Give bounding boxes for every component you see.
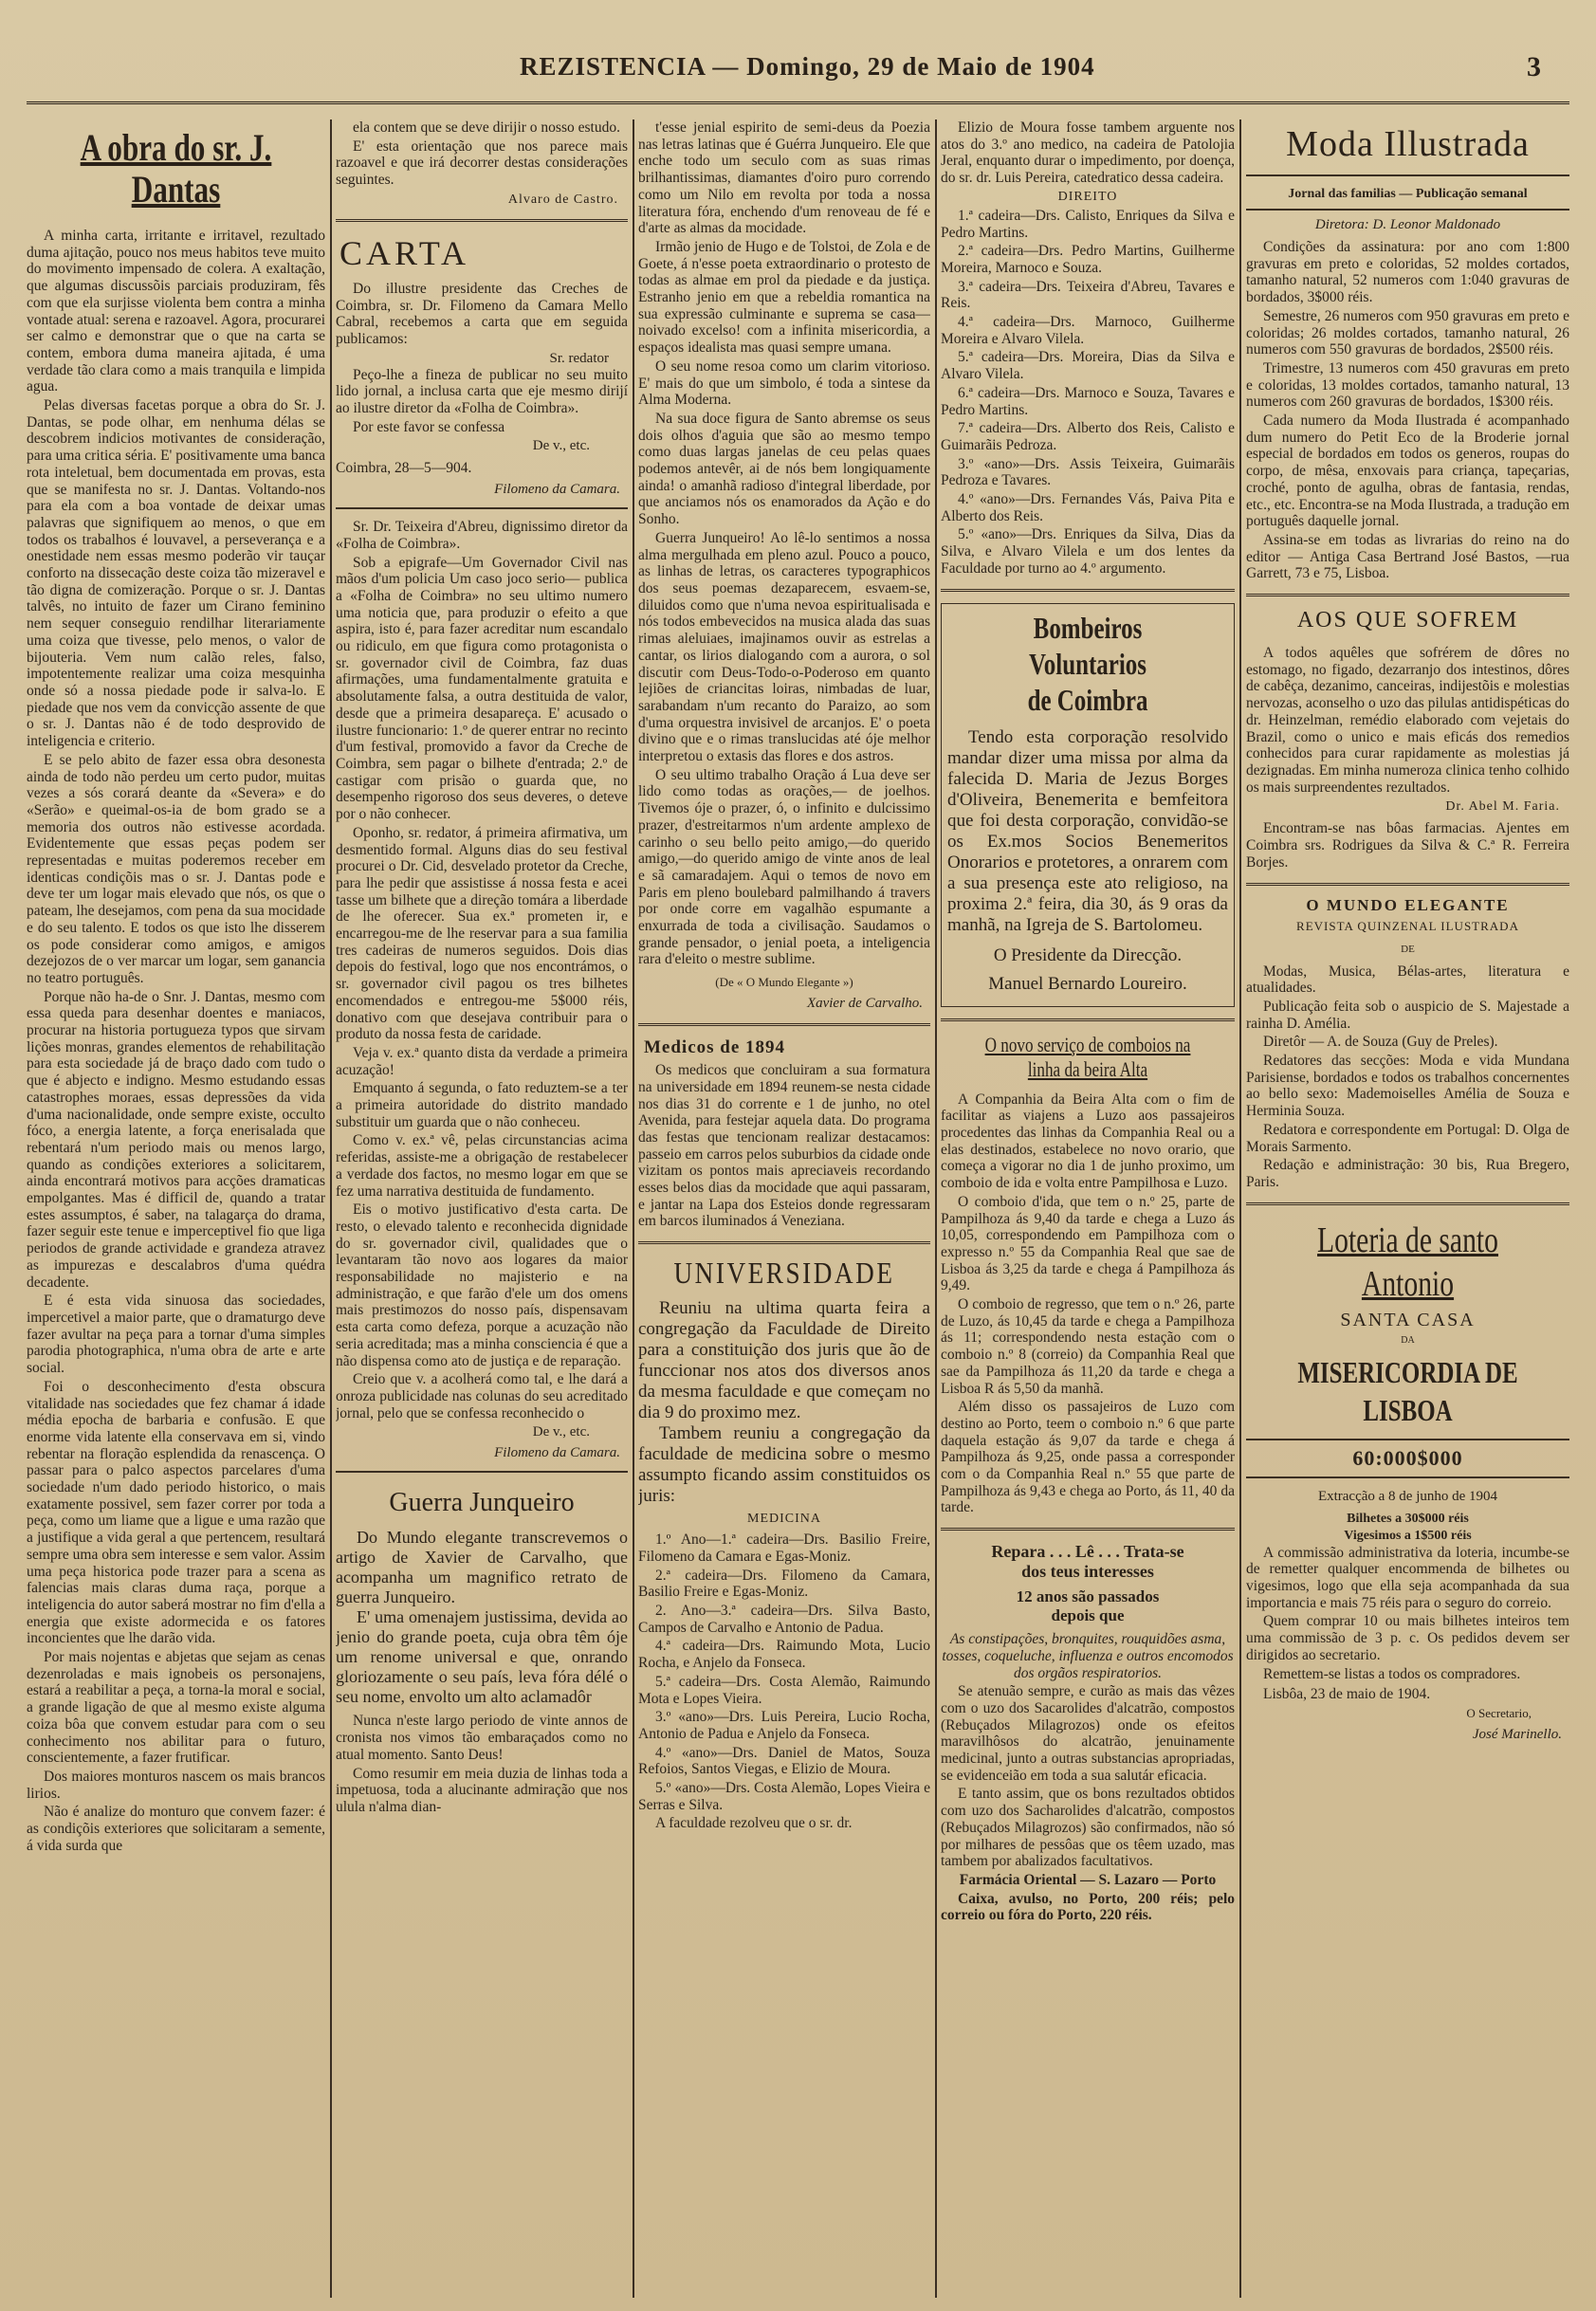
paragraph: 4.º «ano»—Drs. Daniel de Matos, Souza Refoios, Santos Viegas, e Elizio de Moura. xyxy=(638,1744,930,1778)
loteria-secretario: O Secretario, xyxy=(1466,1705,1532,1720)
repara-farmacia: Farmácia Oriental — S. Lazaro — Porto xyxy=(959,1872,1217,1888)
divider xyxy=(941,1528,1235,1531)
guerra-paragraph: Como resumir em meia duzia de linhas toda a impetuosa, toda a alucinante admiração que nos ulula n'alma dian- xyxy=(336,1765,628,1815)
paragraph: Peço-lhe a fineza de publicar no seu muito lido jornal, a inclusa carta que eje mesmo dirijí ao ilustre diretor da «Folha de Coimbra». xyxy=(336,366,628,417)
divider xyxy=(1246,209,1569,211)
paragraph: Além disso os passajeiros de Luzo com destino ao Porto, teem o comboio n.º 6 que parte daquela estação ás 9,07 da tarde e chega á Pampilhoza ás 9,25, onde passa a corresponder com o da Companhia Real n.º 55 que parte de Pampilhoza ás 9,43 e chega ao Porto, ás 11, 40 da tarde. xyxy=(941,1399,1235,1516)
article-continuation xyxy=(638,119,930,968)
bombeiros-text: Tendo esta corporação resolvido mandar dizer uma missa por alma da falecida D. Maria de Jezus Borges d'Oliveira, Benemerita e bemfeitora que foi desta corporação, convidão-se os Ex.mos Socios Benemeritos Onorarios e protetores, a onrarem com a sua presença este ato religioso, na proxima 2.ª feira, dia 30, ás 9 oras da manhã, na Igreja de S. Bartolomeu. xyxy=(947,726,1228,935)
paragraph: 3.º «ano»—Drs. Luis Pereira, Lucio Rocha, Antonio de Padua e Anjelo da Fonseca. xyxy=(638,1709,930,1742)
repara-body xyxy=(941,1683,1235,1870)
paragraph: Publicação feita sob o auspicio de S. Majestade a rainha D. Amélia. xyxy=(1246,998,1569,1032)
paragraph: Cada numero da Moda Ilustrada é acompanhado dum numero do Petit Eco de la Broderie jornal especial de bordados em todos os generos, roupas do corpo, de mêsa, enxovais para criança, tapeçarias, croché, ponto de agulha, obras de fantasia, rendas, etc., etc. Encontra-se na Moda Ilustrada, a tradução em português daquelle jornal. xyxy=(1246,413,1569,530)
paragraph: Guerra Junqueiro! Ao lê-lo sentimos a nossa alma mergulhada em pleno azul. Pouco a pouco, as linhas de letras, os caracteres typographicos dos seus poemas dezaparecem, esvaem-se, diluidos como que n'uma nevoa espiritualisada e nós todos embevecidos na musica alada das suas rimas aleluiaes, imajinamos ouvir as estrelas a cantar, os lirios dialogando com a aurora, o sol discutir com Deus-Todo-o-Poderoso em quanto lejiões de criancitas loiras, nimbadas de luar, sarabandam n'um recanto do Paraizo, ao som d'uma orquestra invisivel de arcanjos. E' o poeta divino que e o rimas translucidas até óje melhor interpretou o extasis das flores e dos astros. xyxy=(638,529,930,765)
paragraph: O comboio d'ida, que tem o n.º 25, parte de Pampilhoza ás 9,40 da tarde e chega a Luzo ás 10,05, correspondendo em Pampilhoza com o expresso n.º 55 da Companhia Real que sae de Lisboa ás 3,25 da tarde e chega á Pampilhoza ás 9,49. xyxy=(941,1193,1235,1294)
paragraph: 5.º «ano»—Drs. Enriques da Silva, Dias da Silva, e Alvaro Vilela e um dos lentes da Faculdade por turno ao 4.º argumento. xyxy=(941,526,1235,577)
section-title-guerra: Guerra Junqueiro xyxy=(389,1488,575,1518)
loteria-da: DA xyxy=(1401,1334,1415,1346)
paragraph: E tanto assim, que os bons rezultados obtidos com uzo dos Sacharolides d'alcatrão, compostos (Rebuçados Milagrozos) são confirmados, não só por milhares de pessôas que os têem uzado, mas tambem por abalizados facultativos. xyxy=(941,1786,1235,1870)
carta-intro xyxy=(336,281,628,348)
loteria-santa-casa: SANTA CASA xyxy=(1340,1309,1476,1330)
paragraph: Porque não ha-de o Snr. J. Dantas, mesmo com essa queda para desenhar doentes e maniacos, procurar na historia portugueza typos que sirvam lições monras, grandes elementos de rehabilitação para esta sociedade já de braço dado com tudo o que é abjecto e indigno. Mesmo estudando essas catastrophes moraes, essas depressões da vida d'uma nacionalidade, onde sempre existe, occulto fóco, a energia latente, a força enerisalada que rebentará n'um periodo mais ou menos largo, quando as condições exteriores a solicitarem, ainda encontrará motivos para acções dramaticas empolgantes. Mas é difficil de, quando a tratar estes assumptos, é saber, na talagarça do drama, fazer seguir este tenue e imperceptivel fio que liga periodos de grande actividade e grandeza atravez as impurezas e descalabros d'uma quédra decadente. xyxy=(27,988,325,1291)
divider xyxy=(1246,174,1569,176)
repara-subtitle: depois que xyxy=(1051,1606,1125,1625)
section-title-medicos: Medicos de 1894 xyxy=(644,1037,786,1058)
masthead: REZISTENCIA — Domingo, 29 de Maio de 1904 xyxy=(520,52,1095,81)
paragraph: Condições da assinatura: por ano com 1:800 gravuras em preto e coloridas, 52 moldes cortados, tamanho natural, 52 numeros com 1:040 gravuras de bordados, 3$000 réis. xyxy=(1246,239,1569,306)
author-signature: Alvaro de Castro. xyxy=(507,192,618,207)
section-title-carta: CARTA xyxy=(339,233,469,272)
paragraph: O seu nome resoa como um clarim vitorioso. E' mais do que um simbolo, é toda a sintese da Alma Moderna. xyxy=(638,358,930,409)
paragraph: 5.ª cadeira—Drs. Costa Alemão, Raimundo Mota e Lopes Vieira. xyxy=(638,1673,930,1707)
paragraph: E se pelo abito de fazer essa obra desonesta ainda de todo não perdeu um certo pudor, muitas vezes a sós corará deante da «Severa» e do «Serão» e queimal-os-ia de bom grado se a memoria dos outros não estivesse acordada. Evidentemente que essas peças podem ser representadas e muitas poderemos receber em identicas condiçõis mas o sr. J. Dantas pode e deve ter um logar mais elevado que nós, os que o pateam, lhe desejamos, com pena da sua mocidade e do seu talento. E todos os que isto lhe disserem os pode considerar como amigos, e amigos dezejozos de o ver marcar um logar, sem ganancia no teatro português. xyxy=(27,751,325,986)
article-continuation xyxy=(336,119,628,189)
divider xyxy=(1246,1476,1569,1478)
paragraph: E' esta orientação que nos parece mais razoavel e que irá decorrer destas considerações seguintes. xyxy=(336,138,628,189)
loteria-extraccao: Extracção a 8 de junho de 1904 xyxy=(1317,1488,1498,1504)
medicos-paragraph: Os medicos que concluiram a sua formatura na universidade em 1894 reunem-se nesta cidade nos dias 31 do corrente e 1 de junho, no otel Avenida, para festejar aquela data. Do programa das festas que tencionam realizar destacamos: passeio em carros pelos suburbios da cidade onde vizitam os pontos mais apreciaveis recordando esses belos dias da mocidade que aqui passaram, e jantar na Lapa dos Esteios donde regressaram em barcos iluminados á Veneziana. xyxy=(638,1062,930,1230)
repara-subtitle: 12 anos são passados xyxy=(1016,1587,1160,1606)
bombeiros-title: Bombeiros Voluntarios xyxy=(1029,610,1147,681)
paragraph: 4.ª cadeira—Drs. Marnoco, Guilherme Moreira e Alvaro Vilela. xyxy=(941,314,1235,347)
paragraph: 1.ª cadeira—Drs. Calisto, Enriques da Silva e Pedro Martins. xyxy=(941,207,1235,241)
paragraph: 3.ª cadeira—Drs. Teixeira d'Abreu, Tavares e Reis. xyxy=(941,278,1235,312)
paragraph: Pelas diversas facetas porque a obra do Sr. J. Dantas, se pode olhar, em nenhuma délas se descobrem indicios motivantes de consideração, para uma critica séria. E' positivamente uma banca rota inteletual, bem documentada em provas, esta que se manifesta no sr. J. Dantas. Voltando-nos para ela com a boa vontade de deixar umas palavras que signifiquem ao menos, o que em todos os trabalhos é louvavel, a perseverança e a onestidade nem essas mesmo poderão vir tauçar conforto na dissecação deste coiza tão mizeravel e tão digna de comizeração. Porque o sr. J. Dantas talvês, no intuito de fazer um Cirano feminino nem sequer conseguio rendilhar literariamente uma coiza que tivesse, pelo menos, o valor de bijouteria. Vem num calão reles, falso, impotentemente realizar uma coiza mesquinha onde só a nossa piedade pode ir salva-lo. E piedade que nos vem da convicção assente de que o sr. J. Dantas não é de todo desprovido de inteligencia e criterio. xyxy=(27,397,325,750)
direito-list xyxy=(941,208,1235,578)
paragraph: 2.ª cadeira—Drs. Filomeno da Camara, Basilio Freire e Egas-Moniz. xyxy=(638,1567,930,1601)
bombeiros-notice xyxy=(941,603,1235,1007)
loteria-prize: 60:000$000 xyxy=(1352,1445,1463,1470)
paragraph: Oponho, sr. redator, á primeira afirmativa, um desmentido formal. Alguns dias do seu festival procurei o Dr. Cid, desvelado protetor da Creche, para lhe pedir que assistisse á nossa festa e acei tasse um bilhete que a direção tomára a liberdade de lhe oferecer. Sua ex.ª prometen ir, e encarregou-me de lhe reservar para a sua familia tres cadeiras de numeros seguidos. Dois dias depois do festival, logo que nos encontrámos, o sr. governador civil pagou os tres bilhetes encomendados e entregou-me 5$000 réis, donativo com que desejava contribuir para o produto da nossa festa de caridade. xyxy=(336,824,628,1043)
paragraph: 6.ª cadeira—Drs. Marnoco e Souza, Tavares e Pedro Martins. xyxy=(941,384,1235,418)
divider xyxy=(638,1023,930,1026)
paragraph: Creio que v. a acolherá como tal, e lhe dará a onroza publicidade nas colunas do seu acreditado jornal, pelo que se confessa reconhecido o xyxy=(336,1371,628,1421)
moda-title: Moda Illustrada xyxy=(1286,124,1530,164)
loteria-date: Lisbôa, 23 de maio de 1904. xyxy=(1263,1686,1431,1703)
column-3 xyxy=(638,119,930,2298)
divider xyxy=(941,589,1235,592)
comboios-body xyxy=(941,1091,1235,1517)
paragraph: Se atenuão sempre, e curão as mais das vêzes com o uzo dos Sacarolides d'alcatrão, compostos (Rebuçados Milagrozos) onde os efeitos maravilhôsos do alcatrão, jenuinamente medicinal, junto a outras substancias apropriadas, se evidenceião em toda a sua salutár eficacia. xyxy=(941,1683,1235,1784)
paragraph: E é esta vida sinuosa das sociedades, impercetivel a maior parte, que o dramaturgo deve fazer avultar na peça para a tornar d'uma simples parodia photographica, n'uma obra de arte e arte social. xyxy=(27,1293,325,1377)
medicina-heading: MEDICINA xyxy=(747,1512,821,1527)
comboios-title: O novo serviço de comboios na linha da beira Alta xyxy=(984,1032,1191,1081)
universidade-body xyxy=(638,1298,930,1507)
paragraph: Modas, Musica, Bélas-artes, literatura e atualidades. xyxy=(1246,963,1569,997)
paragraph: Semestre, 26 numeros com 950 gravuras em preto e coloridas; 26 moldes cortados, tamanho natural, 26 numeros com 550 gravuras de bordados, 2$500 réis. xyxy=(1246,307,1569,358)
paragraph: Veja v. ex.ª quanto dista da verdade a primeira acuzação! xyxy=(336,1044,628,1078)
page-header xyxy=(27,38,1569,104)
paragraph: Trimestre, 13 numeros com 450 gravuras em preto e coloridas, 13 moldes cortados, tamanho natural, 13 numeros com 260 gravuras de bordados, 1$300 réis. xyxy=(1246,359,1569,411)
paragraph: Redatora e correspondente em Portugal: D. Olga de Morais Sarmento. xyxy=(1246,1121,1569,1155)
paragraph: Eis o motivo justificativo d'esta carta. De resto, o elevado talento e reconhecida dignidade do sr. governador civil, qualidades que o levantaram tão novo aos logares da maior responsabilidade no majisterio e na administração, e que farão d'ele um dos omens mais prestimozos do nosso país, dispensavam esta carta como defeza, porque a acuzação não seria acreditada; mas a minha consciencia é que a não dispensa como ato de justiça e de reparação. xyxy=(336,1201,628,1369)
section-title-universidade: UNIVERSIDADE xyxy=(673,1256,895,1291)
divider xyxy=(1246,883,1569,886)
guerra-intro: Do Mundo elegante transcrevemos o artigo de Xavier de Carvalho, que acompanha um magnifico retrato de guerra Junqueiro. xyxy=(336,1528,628,1607)
bombeiros-title: de Coimbra xyxy=(1027,682,1148,717)
guerra-paragraph: E' uma omenajem justissima, devida ao jenio do grande poeta, cuja obra têm óje um renome universal e que, onrando gloriozamente o seu país, leva fóra délé o seu nome, envolto um alto aclamadôr xyxy=(336,1607,628,1707)
paragraph: Na sua doce figura de Santo abremse os seus dois olhos d'aguia que são ao mesmo tempo como duas largas janelas de ceu pelas quaes podemos antevêr, ai de nós bem longiquamente ainda! o amanhã radioso d'integral liberdade, por que anciamos nós os enamorados da Ação e do Sonho. xyxy=(638,410,930,528)
carta-body xyxy=(336,367,628,436)
divider xyxy=(1246,1202,1569,1205)
divider xyxy=(336,1471,628,1473)
repara-italic: As constipações, bronquites, rouquidões asma, tosses, coqueluche, influenza e outros encomodos dos orgãos respiratorios. xyxy=(942,1631,1234,1681)
column-5 xyxy=(1246,119,1569,2298)
loteria-signature: José Marinello. xyxy=(1472,1726,1562,1742)
mundo-title: O MUNDO ELEGANTE xyxy=(1306,895,1510,914)
signature: Xavier de Carvalho. xyxy=(806,996,923,1012)
paragraph: 2. Ano—3.ª cadeira—Drs. Silva Basto, Campos de Carvalho e Antonio de Padua. xyxy=(638,1603,930,1636)
paragraph: Sr. Dr. Teixeira d'Abreu, dignissimo diretor da «Folha de Coimbra». xyxy=(336,519,628,552)
paragraph: 5.º «ano»—Drs. Costa Alemão, Lopes Vieira e Serras e Silva. xyxy=(638,1780,930,1813)
paragraph: Assina-se em todas as livrarias do reino na do editor — Antiga Casa Bertrand José Bastos, —rua Garrett, 73 e 75, Lisboa. xyxy=(1246,531,1569,582)
column-rule xyxy=(935,119,937,2298)
paragraph: 4.ª cadeira—Drs. Raimundo Mota, Lucio Rocha, e Anjelo da Fonseca. xyxy=(638,1638,930,1672)
guerra-paragraph: Nunca n'este largo periodo de vinte annos de cronista nos vimos tão embaraçados como no atual momento. Santo Deus! xyxy=(336,1713,628,1763)
sofrem-paragraph: Encontram-se nas bôas farmacias. Ajentes em Coimbra srs. Rodrigues da Silva & C.ª R. Ferreira Borjes. xyxy=(1246,820,1569,871)
column-2 xyxy=(336,119,628,2298)
mundo-body xyxy=(1246,963,1569,1191)
repara-title: dos teus interesses xyxy=(1021,1562,1154,1582)
paragraph: Reuniu na ultima quarta feira a congregação da Faculdade de Direito para a constituição dos juris que ão de funccionar nos atos dos diversos anos da mesma faculdade e que começam no dia 9 do proximo mez. xyxy=(638,1298,930,1423)
paragraph: Redatores das secções: Moda e vida Mundana Parisiense, bordados e todos os trabalhos concernentes ao bello sexo: Mademoiselles Amélia de Souza e Herminia Souza. xyxy=(1246,1053,1569,1120)
mundo-de: DE xyxy=(1401,943,1415,955)
page-number: 3 xyxy=(1527,50,1541,83)
column-1 xyxy=(27,119,325,2298)
paragraph: Tambem reuniu a congregação da faculdade de medicina sobre o mesmo assumpto ficando assim constituidos os juris: xyxy=(638,1423,930,1507)
repara-price: Caixa, avulso, no Porto, 200 réis; pelo correio ou fóra do Porto, 220 réis. xyxy=(941,1890,1235,1924)
paragraph: Elizio de Moura fosse tambem arguente nos atos do 3.º ano medico, na cadeira de Patolojia Jeral, enquanto durar o impedimento, por doença, do sr. dr. Luis Pereira, catedratico dessa cadeira. xyxy=(941,119,1235,187)
signature: Filomeno da Camara. xyxy=(494,1445,620,1461)
direito-heading: DIREITO xyxy=(1057,189,1118,204)
paragraph: Sob a epigrafe—Um Governador Civil nas mãos d'um policia Um caso joco serio— publica a «Folha de Coimbra» no seu ultimo numero uma noticia que, para produzir o efeito a que aspira, isto é, para fazer acreditar num escandalo ou ridiculo, em que figura como protagonista o sr. governador civil de Coimbra, faz duas afirmações, uma fundamentalmente gratuita e absolutamente falsa, a outra destituida de valor, desde que a primeira desapareça. E' acusado o ilustre funcionario: 1.º de querer entrar no recinto d'um festival, promovido a favor da Creche de Coimbra, sem pagar o bilhete d'entrada; 2.º de castigar com prisão o guarda que, no desempenho rigoroso dos seus deveres, o deteve por o não conhecer. xyxy=(336,554,628,823)
closing: De v., etc. xyxy=(532,438,590,454)
column-rule xyxy=(633,119,634,2298)
salutation: Sr. redator xyxy=(549,350,609,366)
column-rule xyxy=(330,119,332,2298)
loteria-vigesimos: Vigesimos a 1$500 réis xyxy=(1344,1528,1472,1543)
loteria-body xyxy=(1246,1545,1569,1683)
article-body xyxy=(27,228,325,1855)
paragraph: A todos aquêles que sofrérem de dôres no estomago, no figado, dezarranjo dos intestinos, dôres de cabêça, dezanimo, canceiras, indijestõis e molestias nervozas, aconselho o uzo das pilulas antidispéticas do dr. Heinzelman, remédio elaborado com vejetais do Brazil, como o unico e mais eficás dos remedios conhecidos para curar rapidamente as molestias já dezignadas. Em minha numeroza clinica tenho colhido os mais surpreendentes rezultados. xyxy=(1246,645,1569,796)
paragraph: Por mais nojentas e abjetas que sejam as cenas dezenroladas e mais ignobeis os personajens, estará a reabilitar a peça, a torna-la moral e social, a grande ligação de que al mesmo existe alguma coiza bôa que convem estudar para com o seu conhecimento nos abilitar para o futuro, conscientemente, a fazer frutificar. xyxy=(27,1649,325,1767)
paragraph: ela contem que se deve dirijir o nosso estudo. xyxy=(353,119,620,136)
paragraph: 4.º «ano»—Drs. Fernandes Vás, Paiva Pita e Alberto dos Reis. xyxy=(941,491,1235,524)
paragraph: A faculdade rezolveu que o sr. dr. xyxy=(655,1815,853,1832)
paragraph: Foi o desconhecimento d'esta obscura vitalidade nas sociedades que fez chamar á idade média epocha de barbaria e confusão. E que enorme vida latente ella conservava em si, vindo rebentar na floração esplendida da renascença. O passar para o palco aspectos parcelares d'uma sociedade n'um dado periodo historico, o mais exatamente possivel, sem fazer correr por toda a peça, como um liame que a ligue e uma razão que a justifique a vida geral a que pertencem, resultará sempre uma obra sem interesse e sem valor. Assim uma peça historica pode trazer para a scena as falencias mais claras duma raça, porque a inteligencia do autor saberá mostrar no fim d'ella a energia que existe adormecida e os fatores inconcientes que lhe darão vida. xyxy=(27,1378,325,1647)
moda-directora: Diretora: D. Leonor Maldonado xyxy=(1314,217,1501,232)
paragraph: t'esse jenial espirito de semi-deus da Poezia nas letras latinas que é Guérra Junqueiro. Ele que enche todo um seculo com as suas rimas brilhantissimas, diamantes d'oiro puro correndo como um Nilo em revolta por toda a nossa literatura fóra, enchendo d'um renoveau de fé e d'arte as almas da mocidade. xyxy=(638,119,930,237)
divider xyxy=(638,1241,930,1244)
column-4 xyxy=(941,119,1235,2298)
paragraph: 3.º «ano»—Drs. Assis Teixeira, Guimarãis Pedroza e Tavares. xyxy=(941,455,1235,489)
paragraph: Do illustre presidente das Creches de Coimbra, sr. Dr. Filomeno da Camara Mello Cabral, recebemos a carta que em seguida publicamos: xyxy=(336,280,628,347)
divider xyxy=(336,219,628,222)
article-continuation xyxy=(941,119,1235,187)
paragraph: A minha carta, irritante e irritavel, rezultado duma ajitação, pouco nos meus habitos teve muito do movimento impensado de colera. A exaltação, que algumas discussõis parciais produziram, fês com que ela surjisse violenta bem contra a minha vontade atual: serena e razoavel. Agora, procurarei ser calmo e demonstrar que o que na carta se contem, embora duma maneira ajitada, é uma verdade tão clara como a mais tranquila e limpida agua. xyxy=(27,228,325,395)
place-date: Coimbra, 28—5—904. xyxy=(336,460,472,477)
paragraph: Como v. ex.ª vê, pelas circunstancias acima referidas, assiste-me a obrigação de restabelecer a verdade dos factos, no mesmo logar em que se fez uma narrativa destituida de fundamento. xyxy=(336,1132,628,1200)
sofrem-body xyxy=(1246,645,1569,796)
loteria-bilhetes: Bilhetes a 30$000 réis xyxy=(1347,1511,1469,1526)
paragraph: O seu ultimo trabalho Oração á Lua deve ser lido como todas as orações,— de joelhos. Tivemos óje o prazer, ó, o infinito e dulcissimo prazer, d'estreitarmos n'um ardente amplexo de carinho o seu bello peito amigo,—do querido amigo,—do querido amigo de vinte anos de leal e sã camaradajem. Aqui o temos de novo em Paris em pleno boulebard palmilhando á travers por onde corre em vagalhão espumante a enxurrada de toda a civilisação. Saudamos o grande pensador, o jenial poeta, a inteligencia rara d'eleito o mestre sublime. xyxy=(638,766,930,968)
paragraph: Remettem-se listas a todos os compradores. xyxy=(1263,1665,1521,1682)
divider xyxy=(1246,1439,1569,1440)
paragraph: Quem comprar 10 ou mais bilhetes inteiros tem uma commissão de 3 p. c. Os pedidos devem ser dirigidos ao secretario. xyxy=(1246,1613,1569,1663)
medicina-list xyxy=(638,1531,930,1832)
paragraph: Dos maiores monturos nascem os mais brancos lirios. xyxy=(27,1768,325,1802)
paragraph: Por este favor se confessa xyxy=(353,418,505,435)
divider xyxy=(941,1018,1235,1021)
signature: Filomeno da Camara. xyxy=(494,482,620,498)
loteria-title: Loteria de santo Antonio xyxy=(1317,1220,1498,1304)
mundo-subtitle: REVISTA QUINZENAL ILUSTRADA xyxy=(1296,918,1519,933)
paragraph: 7.ª cadeira—Drs. Alberto dos Reis, Calisto e Guimarãis Pedroza. xyxy=(941,420,1235,453)
source-line: (De « O Mundo Elegante ») xyxy=(715,975,853,990)
letter-body xyxy=(336,519,628,1421)
moda-body xyxy=(1246,239,1569,582)
loteria-misericordia: MISERICORDIA DE LISBOA xyxy=(1297,1354,1518,1427)
paragraph: 2.ª cadeira—Drs. Pedro Martins, Guilherme Moreira, Marnoco e Souza. xyxy=(941,243,1235,276)
sofrem-signature: Dr. Abel M. Faria. xyxy=(1445,799,1560,815)
paragraph: Emquanto á segunda, o fato reduztem-se a ter a primeira autoridade do distrito mandado substituir um guarda que o não conheceu. xyxy=(336,1080,628,1130)
sofrem-title: AOS QUE SOFREM xyxy=(1296,608,1519,633)
paragraph: Diretôr — A. de Souza (Guy de Preles). xyxy=(1263,1034,1498,1051)
paragraph: A commissão administrativa da loteria, incumbe-se de remetter qualquer encommenda de bilhetes ou vigesimos, logo que ella seja acompanhada da sua importancia e mais 75 réis para o seguro do correio. xyxy=(1246,1544,1569,1611)
bombeiros-signature: O Presidente da Direcção. xyxy=(993,945,1183,965)
paragraph: Irmão jenio de Hugo e de Tolstoi, de Zola e de Goete, á n'esse poeta extraordinario o protesto de todas as almae em prol da piedade e da justiça. Estranho jenio em que a rebeldia romantica na sua expressão culminante e suprema se casa—noivado excelso! com a infinita misericordia, a espaços idealista mas quasi sempre umana. xyxy=(638,238,930,357)
divider xyxy=(336,507,628,509)
paragraph: 1.º Ano—1.ª cadeira—Drs. Basilio Freire, Filomeno da Camara e Egas-Moniz. xyxy=(638,1531,930,1565)
paragraph: Redação e administração: 30 bis, Rua Bregero, Paris. xyxy=(1246,1157,1569,1190)
paragraph: A Companhia da Beira Alta com o fim de facilitar as viajens a Luzo aos passajeiros procedentes das linhas da Companhia Real ou a elas destinados, estabelece no novo orario, que começa a vigorar no dia 1 de junho proximo, um comboio de ida e volta entre Pampilhosa e Luzo. xyxy=(941,1091,1235,1192)
repara-title: Repara . . . Lê . . . Trata-se xyxy=(991,1542,1184,1562)
paragraph: Não é analize do monturo que convem fazer: é as condiçõis exteriores que solicitaram a semente, á vida surda que xyxy=(27,1804,325,1854)
paragraph: O comboio de regresso, que tem o n.º 26, parte de Luzo, ás 10,45 da tarde e chega a Pampilhoza ás 11; correspondendo nesta estação com o comboio n.º 8 (correio) da Companhia Real que sae da Pampilhoza ás 11,20 da tarde e chega a Lisboa R ás 5,50 da manhã. xyxy=(941,1296,1235,1397)
columns xyxy=(27,119,1569,2298)
moda-subtitle: Jornal das familias — Publicação semanal xyxy=(1288,187,1528,201)
paragraph: 5.ª cadeira—Drs. Moreira, Dias da Silva e Alvaro Vilela. xyxy=(941,349,1235,383)
bombeiros-signature: Manuel Bernardo Loureiro. xyxy=(988,973,1187,994)
divider xyxy=(1246,594,1569,596)
column-rule xyxy=(1239,119,1241,2298)
closing: De v., etc. xyxy=(532,1424,590,1440)
article-title: A obra do sr. J. Dantas xyxy=(80,126,272,211)
